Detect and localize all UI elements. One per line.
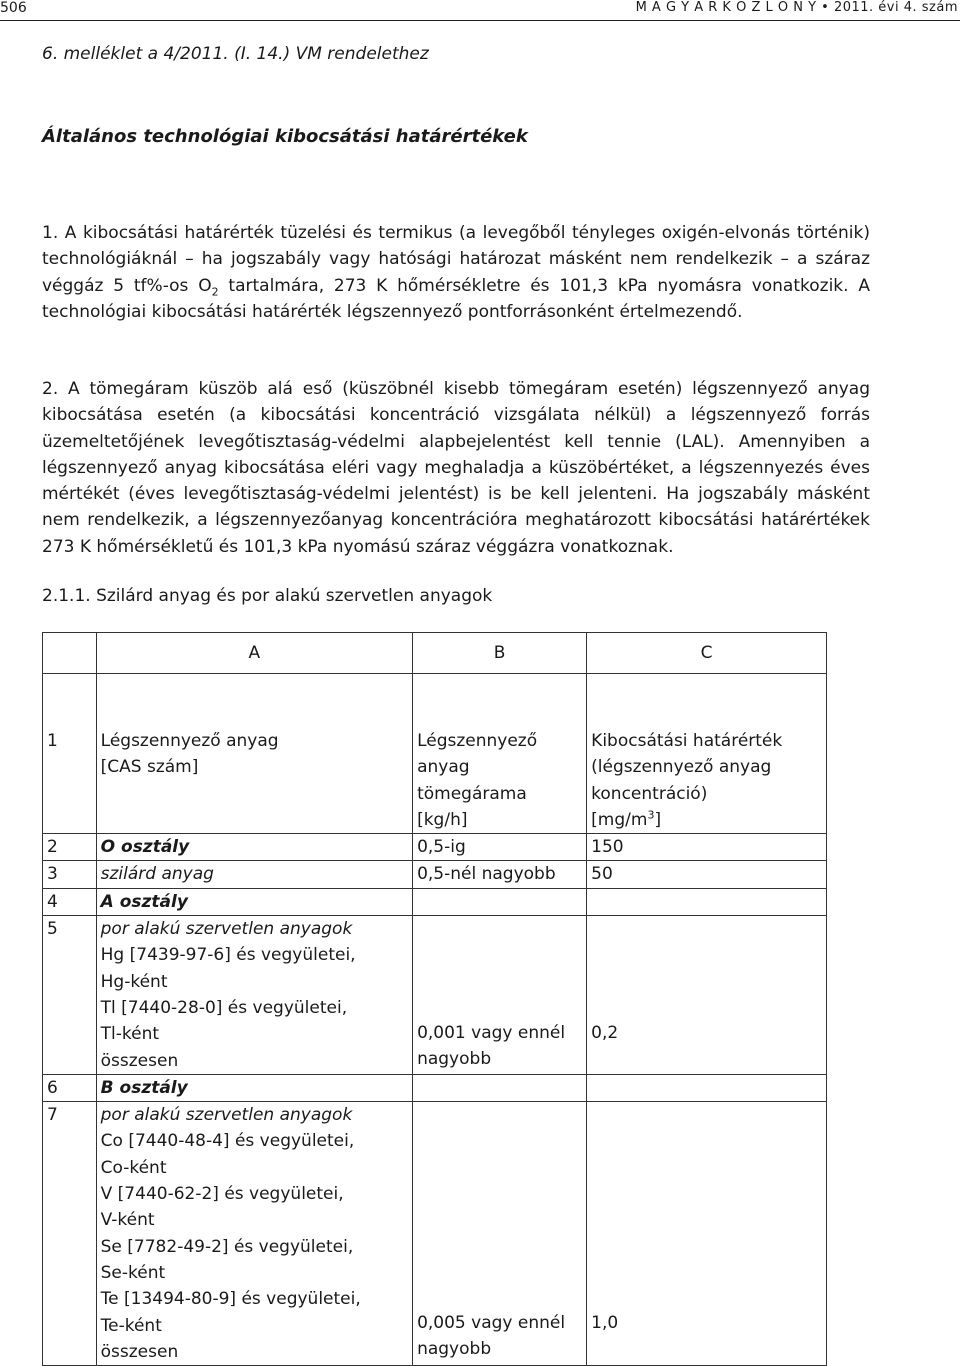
- page-number: 506: [0, 0, 27, 16]
- cell-line: V [7440-62-2] és vegyületei,: [100, 1184, 344, 1205]
- cell-line: Te [13494-80-9] és vegyületei,: [100, 1289, 361, 1310]
- cell-line: Légszennyező: [417, 731, 538, 751]
- header-col-a: A: [96, 633, 412, 674]
- cell-b: [413, 888, 587, 915]
- cell-line: 0,001 vagy ennél: [417, 1023, 566, 1044]
- cell-line: nagyobb: [417, 1339, 492, 1360]
- emission-limits-table: [42, 632, 827, 1366]
- cell-c: 150: [587, 834, 827, 861]
- cell-line: Co-ként: [100, 1157, 167, 1178]
- cell-line: 0,005 vagy ennél: [417, 1313, 566, 1334]
- page-title: Általános technológiai kibocsátási határértékek: [42, 126, 528, 147]
- cell-line: Kibocsátási határérték: [591, 731, 783, 751]
- paragraph-2: 2. A tömegáram küszöb alá eső (küszöbnél kisebb tömegáram esetén) légszennyező anyag kibocsátása esetén (a kibocsátási koncentráció vizsgálata nélkül) a légszennyező forrás üzemeltetőjének levegőtisztaság-védelmi alapbejelentést kell tennie (LAL). Amennyiben a légszennyező anyag kibocsátása eléri vagy meghaladja a küszöbértéket, a légszennyezés éves mértékét (éves levegőtisztaság-védelmi jelentést) is be kell jelenteni. Ha jogszabály másként nem rendelkezik, a légszennyezőanyag koncentrációra meghatározott kibocsátási határértékek 273 K hőmérsékletű és 101,3 kPa nyomású száraz véggázra vonatkoznak.: [42, 379, 870, 557]
- header-col-b: B: [413, 633, 587, 674]
- row-number: 3: [43, 861, 97, 888]
- table-row: [43, 916, 827, 1075]
- cell-a: B osztály: [96, 1074, 412, 1101]
- cell-line: V-ként: [100, 1210, 155, 1231]
- cell-c: [587, 674, 827, 834]
- cell-a: O osztály: [96, 834, 412, 861]
- cell-line: koncentráció): [591, 783, 708, 804]
- journal-header: M A G Y A R K Ö Z L Ö N Y • 2011. évi 4. szám: [635, 0, 958, 15]
- cell-a: [96, 916, 412, 1075]
- cell-a: [96, 674, 412, 834]
- cell-c: [587, 916, 827, 1075]
- cell-line: összesen: [100, 1341, 179, 1362]
- cell-line: 0,2: [591, 1023, 619, 1044]
- cell-line: (légszennyező anyag: [591, 757, 772, 778]
- cell-line: 1,0: [591, 1313, 619, 1334]
- cell-line: tömegárama: [417, 783, 527, 804]
- cell-line: nagyobb: [417, 1049, 492, 1070]
- header-col-c: C: [587, 633, 827, 674]
- cell-line: Légszennyező anyag: [100, 731, 279, 751]
- cell-a: szilárd anyag: [96, 861, 412, 888]
- cell-a: A osztály: [96, 888, 412, 915]
- cell-b: 0,5-ig: [413, 834, 587, 861]
- cell-line: $[mg/m^3]$: [591, 808, 662, 830]
- cell-line: Te-ként: [100, 1315, 162, 1336]
- header-rule: [0, 20, 960, 21]
- cell-c: 50: [587, 861, 827, 888]
- table-header-row: [43, 633, 827, 674]
- cell-b: [413, 1074, 587, 1101]
- cell-line: összesen: [100, 1050, 179, 1071]
- annex-reference: 6. melléklet a 4/2011. (I. 14.) VM rendelethez: [42, 44, 429, 64]
- header-num-cell: [43, 633, 97, 674]
- table-row: [43, 1102, 827, 1366]
- cell-c: [587, 1102, 827, 1366]
- row-number: 1: [43, 674, 97, 834]
- cell-line: por alakú szervetlen anyagok: [100, 919, 353, 940]
- row-number: 4: [43, 888, 97, 915]
- cell-line: Tl [7440-28-0] és vegyületei,: [100, 997, 348, 1018]
- cell-line: anyag: [417, 757, 470, 778]
- cell-c: [587, 888, 827, 915]
- table-row: [43, 834, 827, 861]
- section-heading: 2.1.1. Szilárd anyag és por alakú szervetlen anyagok: [42, 586, 493, 606]
- row-number: 7: [43, 1102, 97, 1366]
- cell-line: [kg/h]: [417, 809, 468, 830]
- row-number: 2: [43, 834, 97, 861]
- row-number: 5: [43, 916, 97, 1075]
- cell-line: Se [7782-49-2] és vegyületei,: [100, 1236, 354, 1257]
- cell-line: Hg [7439-97-6] és vegyületei,: [100, 945, 356, 966]
- cell-c: [587, 1074, 827, 1101]
- cell-line: Tl-ként: [100, 1024, 160, 1045]
- cell-a: [96, 1102, 412, 1366]
- cell-b: [413, 916, 587, 1075]
- cell-line: Se-ként: [100, 1262, 166, 1283]
- paragraph-1: 1. A kibocsátási határérték tüzelési és termikus (a levegőből tényleges oxigén-elvonás történik) technológiáknál – ha jogszabály vagy hatósági határozat másként nem rendelkezik – a száraz véggáz 5 tf%-os $O_2$ tartalmára, 273 K hőmérsékletre és 101,3 kPa nyomásra vonatkozik. A technológiai kibocsátási határérték légszennyező pontforrásonként értelmezendő.: [42, 223, 870, 322]
- row-number: 6: [43, 1074, 97, 1101]
- table-row: [43, 1074, 827, 1101]
- cell-b: [413, 1102, 587, 1366]
- cell-line: Co [7440-48-4] és vegyületei,: [100, 1131, 355, 1152]
- table-row: [43, 861, 827, 888]
- cell-line: Hg-ként: [100, 971, 168, 992]
- cell-line: [CAS szám]: [100, 757, 199, 778]
- cell-line: por alakú szervetlen anyagok: [100, 1105, 353, 1126]
- table-row: [43, 888, 827, 915]
- cell-b: [413, 674, 587, 834]
- table-row: [43, 674, 827, 834]
- cell-b: 0,5-nél nagyobb: [413, 861, 587, 888]
